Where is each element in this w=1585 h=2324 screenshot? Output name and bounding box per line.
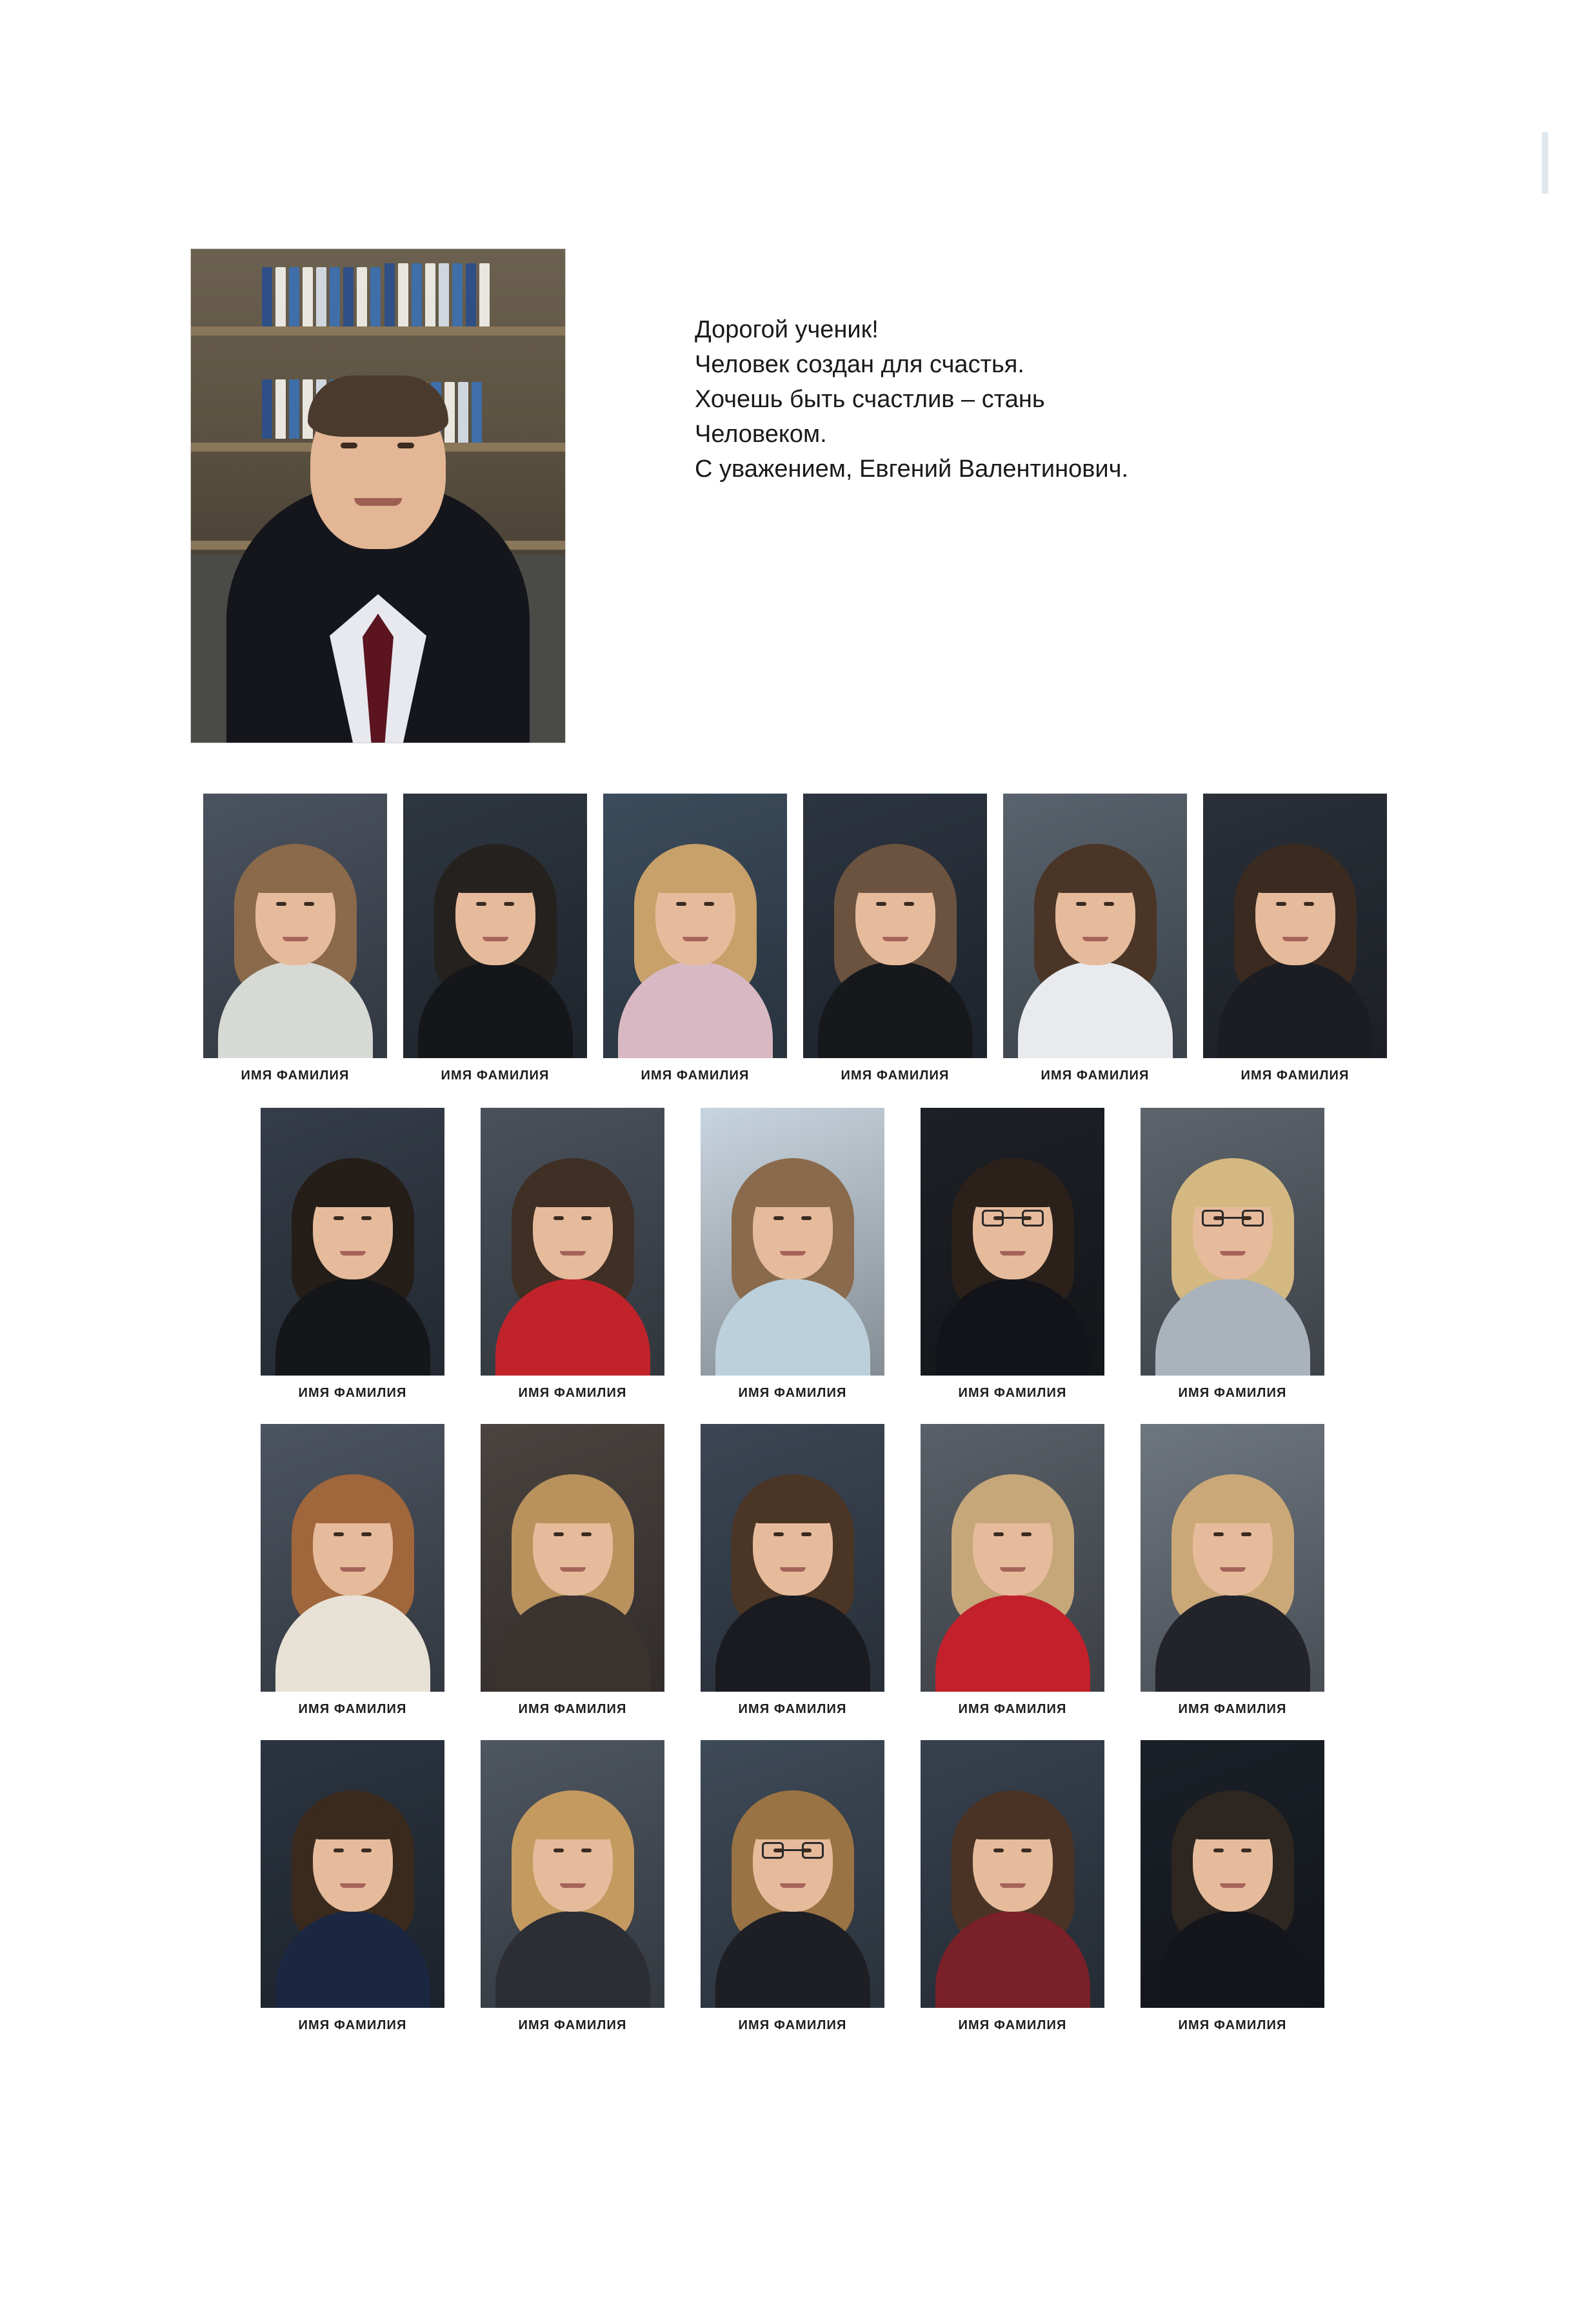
student-name-caption: ИМЯ ФАМИЛИЯ [518, 1702, 627, 1716]
mouth-shape [1082, 937, 1108, 941]
glasses-icon [1202, 1210, 1264, 1227]
student-name-caption: ИМЯ ФАМИЛИЯ [641, 1068, 750, 1083]
hair-top-shape [1189, 1483, 1277, 1523]
student-photo [701, 1740, 884, 2008]
mouth-shape [1220, 1251, 1246, 1256]
eye-shape [773, 1532, 784, 1536]
letter-line-2: Человек создан для счастья. [695, 350, 1024, 378]
eye-shape [1241, 1532, 1251, 1536]
student-name-caption: ИМЯ ФАМИЛИЯ [518, 1386, 627, 1400]
student-card [1203, 794, 1387, 1083]
student-photo [1141, 1424, 1324, 1692]
student-photo [1203, 794, 1387, 1058]
student-grid [0, 794, 1585, 2033]
student-photo [803, 794, 987, 1058]
student-photo [1141, 1740, 1324, 2008]
hair-top-shape [452, 853, 539, 893]
glasses-icon [762, 1842, 824, 1859]
student-card [261, 1424, 444, 1717]
eye-shape [341, 443, 357, 448]
eye-shape [1021, 1848, 1032, 1852]
letter-line-1: Дорогой ученик! [695, 316, 879, 343]
eye-shape [1213, 1532, 1224, 1536]
student-photo [1003, 794, 1187, 1058]
letter-line-4: Человеком. [695, 420, 827, 448]
principal-portrait [190, 248, 566, 743]
eye-shape [276, 902, 286, 906]
student-card [921, 1108, 1104, 1401]
hair-shape [308, 376, 448, 437]
student-row [0, 1424, 1585, 1717]
eye-shape [304, 902, 314, 906]
eye-shape [553, 1216, 564, 1220]
hair-top-shape [749, 1483, 837, 1523]
student-card [481, 1108, 664, 1401]
eye-shape [361, 1848, 372, 1852]
student-name-caption: ИМЯ ФАМИЛИЯ [1178, 1702, 1287, 1716]
student-card [921, 1740, 1104, 2033]
student-card [921, 1424, 1104, 1717]
student-name-caption: ИМЯ ФАМИЛИЯ [1241, 1068, 1350, 1083]
books-icon [384, 263, 490, 326]
hair-top-shape [252, 853, 339, 893]
hair-top-shape [749, 1799, 837, 1839]
header-block [190, 248, 1403, 743]
eye-shape [876, 902, 886, 906]
eye-shape [581, 1216, 592, 1220]
eye-shape [704, 902, 714, 906]
eye-shape [581, 1848, 592, 1852]
eye-shape [581, 1532, 592, 1536]
mouth-shape [560, 1883, 586, 1888]
hair-top-shape [969, 1799, 1057, 1839]
mouth-shape [780, 1567, 806, 1572]
student-card [803, 794, 987, 1083]
hair-top-shape [969, 1483, 1057, 1523]
student-photo [921, 1424, 1104, 1692]
eye-shape [801, 1216, 812, 1220]
hair-top-shape [1251, 853, 1339, 893]
mouth-shape [882, 937, 908, 941]
student-card [1003, 794, 1187, 1083]
mouth-shape [780, 1883, 806, 1888]
student-card [603, 794, 787, 1083]
student-photo [481, 1740, 664, 2008]
student-card [261, 1108, 444, 1401]
hair-top-shape [309, 1799, 397, 1839]
eye-shape [1241, 1848, 1251, 1852]
shelf-line [191, 326, 565, 336]
student-name-caption: ИМЯ ФАМИЛИЯ [1178, 2018, 1287, 2032]
mouth-shape [1000, 1251, 1026, 1256]
student-card [203, 794, 387, 1083]
student-name-caption: ИМЯ ФАМИЛИЯ [958, 1702, 1067, 1716]
mouth-shape [340, 1251, 366, 1256]
student-name-caption: ИМЯ ФАМИЛИЯ [241, 1068, 350, 1083]
mouth-shape [340, 1883, 366, 1888]
student-photo [261, 1108, 444, 1376]
hair-top-shape [529, 1167, 617, 1207]
mouth-shape [340, 1567, 366, 1572]
eye-shape [334, 1848, 344, 1852]
eye-shape [993, 1532, 1004, 1536]
student-photo [481, 1108, 664, 1376]
page-corner-marker [1542, 132, 1548, 194]
student-name-caption: ИМЯ ФАМИЛИЯ [441, 1068, 550, 1083]
eye-shape [476, 902, 486, 906]
student-name-caption: ИМЯ ФАМИЛИЯ [298, 1702, 407, 1716]
student-card [403, 794, 587, 1083]
eye-shape [504, 902, 514, 906]
student-name-caption: ИМЯ ФАМИЛИЯ [841, 1068, 950, 1083]
eye-shape [361, 1532, 372, 1536]
books-icon [262, 267, 381, 326]
eye-shape [676, 902, 686, 906]
student-name-caption: ИМЯ ФАМИЛИЯ [298, 2018, 407, 2032]
hair-top-shape [1189, 1167, 1277, 1207]
student-photo [203, 794, 387, 1058]
mouth-shape [560, 1251, 586, 1256]
hair-top-shape [749, 1167, 837, 1207]
student-row [0, 1108, 1585, 1401]
mouth-shape [1000, 1567, 1026, 1572]
student-photo [1141, 1108, 1324, 1376]
eye-shape [773, 1216, 784, 1220]
eye-shape [553, 1848, 564, 1852]
eye-shape [1276, 902, 1286, 906]
eye-shape [334, 1532, 344, 1536]
eye-shape [904, 902, 914, 906]
hair-top-shape [1052, 853, 1139, 893]
student-row [5, 794, 1585, 1083]
eye-shape [1021, 1532, 1032, 1536]
mouth-shape [483, 937, 508, 941]
student-name-caption: ИМЯ ФАМИЛИЯ [738, 1702, 847, 1716]
eye-shape [1213, 1848, 1224, 1852]
student-card [1141, 1108, 1324, 1401]
student-card [481, 1740, 664, 2033]
student-card [481, 1424, 664, 1717]
student-name-caption: ИМЯ ФАМИЛИЯ [1178, 1386, 1287, 1400]
mouth-shape [283, 937, 308, 941]
hair-top-shape [652, 853, 739, 893]
mouth-shape [1220, 1567, 1246, 1572]
glasses-icon [982, 1210, 1044, 1227]
hair-top-shape [309, 1483, 397, 1523]
mouth-shape [780, 1251, 806, 1256]
eye-shape [1104, 902, 1114, 906]
eye-shape [334, 1216, 344, 1220]
student-card [1141, 1424, 1324, 1717]
eye-shape [1076, 902, 1086, 906]
student-row [0, 1740, 1585, 2033]
student-card [701, 1740, 884, 2033]
eye-shape [361, 1216, 372, 1220]
student-card [701, 1108, 884, 1401]
principal-letter [695, 248, 1128, 487]
mouth-shape [1282, 937, 1308, 941]
student-name-caption: ИМЯ ФАМИЛИЯ [738, 2018, 847, 2032]
hair-top-shape [309, 1167, 397, 1207]
student-photo [921, 1108, 1104, 1376]
student-photo [921, 1740, 1104, 2008]
student-card [701, 1424, 884, 1717]
hair-top-shape [529, 1799, 617, 1839]
mouth-shape [560, 1567, 586, 1572]
mouth-shape [1000, 1883, 1026, 1888]
student-card [261, 1740, 444, 2033]
student-name-caption: ИМЯ ФАМИЛИЯ [518, 2018, 627, 2032]
mouth-shape [683, 937, 708, 941]
student-photo [261, 1740, 444, 2008]
eye-shape [397, 443, 414, 448]
letter-line-5: С уважением, Евгений Валентинович. [695, 455, 1129, 483]
eye-shape [801, 1532, 812, 1536]
student-photo [481, 1424, 664, 1692]
student-photo [701, 1108, 884, 1376]
hair-top-shape [529, 1483, 617, 1523]
student-name-caption: ИМЯ ФАМИЛИЯ [298, 1386, 407, 1400]
student-photo [701, 1424, 884, 1692]
student-name-caption: ИМЯ ФАМИЛИЯ [958, 2018, 1067, 2032]
eye-shape [1304, 902, 1314, 906]
mouth-shape [1220, 1883, 1246, 1888]
hair-top-shape [969, 1167, 1057, 1207]
student-name-caption: ИМЯ ФАМИЛИЯ [958, 1386, 1067, 1400]
eye-shape [553, 1532, 564, 1536]
hair-top-shape [852, 853, 939, 893]
hair-top-shape [1189, 1799, 1277, 1839]
student-photo [261, 1424, 444, 1692]
eye-shape [993, 1848, 1004, 1852]
student-name-caption: ИМЯ ФАМИЛИЯ [1041, 1068, 1150, 1083]
student-photo [603, 794, 787, 1058]
letter-line-3: Хочешь быть счастлив – стань [695, 385, 1045, 413]
student-photo [403, 794, 587, 1058]
mouth-shape [354, 498, 402, 506]
student-card [1141, 1740, 1324, 2033]
student-name-caption: ИМЯ ФАМИЛИЯ [738, 1386, 847, 1400]
